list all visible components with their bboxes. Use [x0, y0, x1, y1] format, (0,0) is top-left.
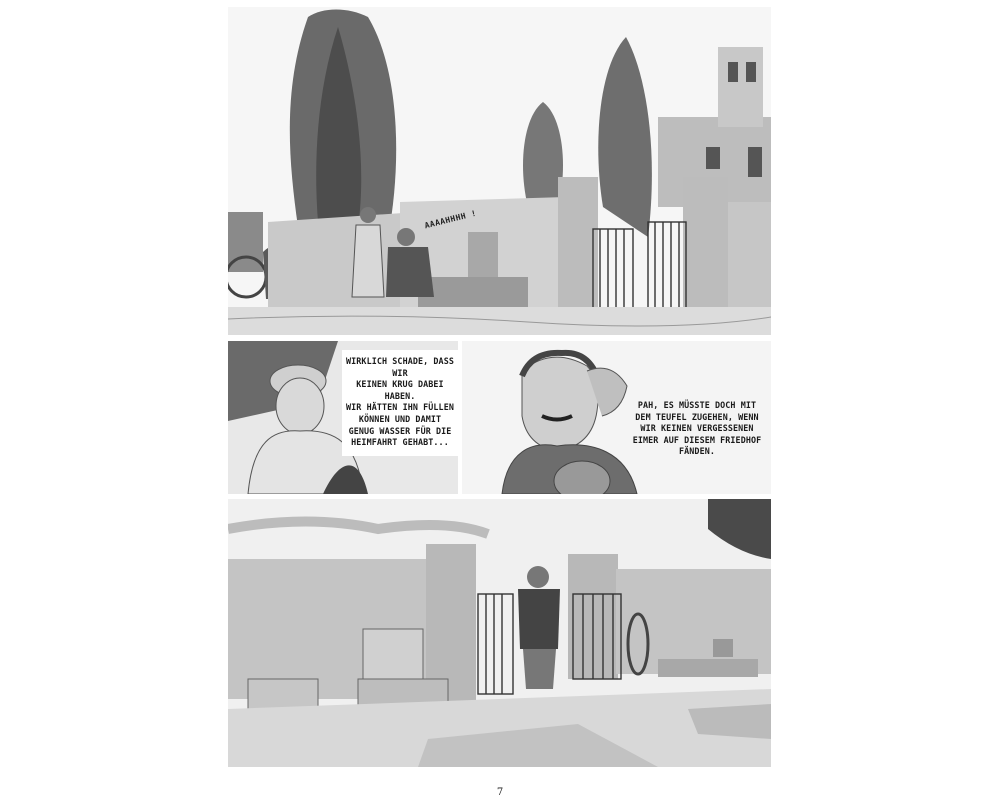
page-number: 7: [496, 787, 504, 798]
caption-man: PAH, ES MÜSSTE DOCH MIT DEM TEUFEL ZUGEHEN, WENN WIR KEINEN VERGESSENEN EIMER AUF DIESEM FRIEDHOF FÄNDEN.: [632, 400, 762, 457]
pencil-illustration-cemetery-entrance: [228, 499, 771, 767]
caption-woman: WIRKLICH SCHADE, DASS WIR KEINEN KRUG DABEI HABEN. WIR HÄTTEN IHN FÜLLEN KÖNNEN UND DAMIT GENUG WASSER FÜR DIE HEIMFAHRT GEHABT...: [342, 350, 458, 456]
panel-cemetery-gate: [228, 499, 771, 767]
pencil-illustration-wall-fountain: [228, 7, 771, 335]
panel-cemetery-wall-scene: [228, 7, 771, 335]
sound-effect-text: AAAAHHHH !: [423, 208, 478, 231]
